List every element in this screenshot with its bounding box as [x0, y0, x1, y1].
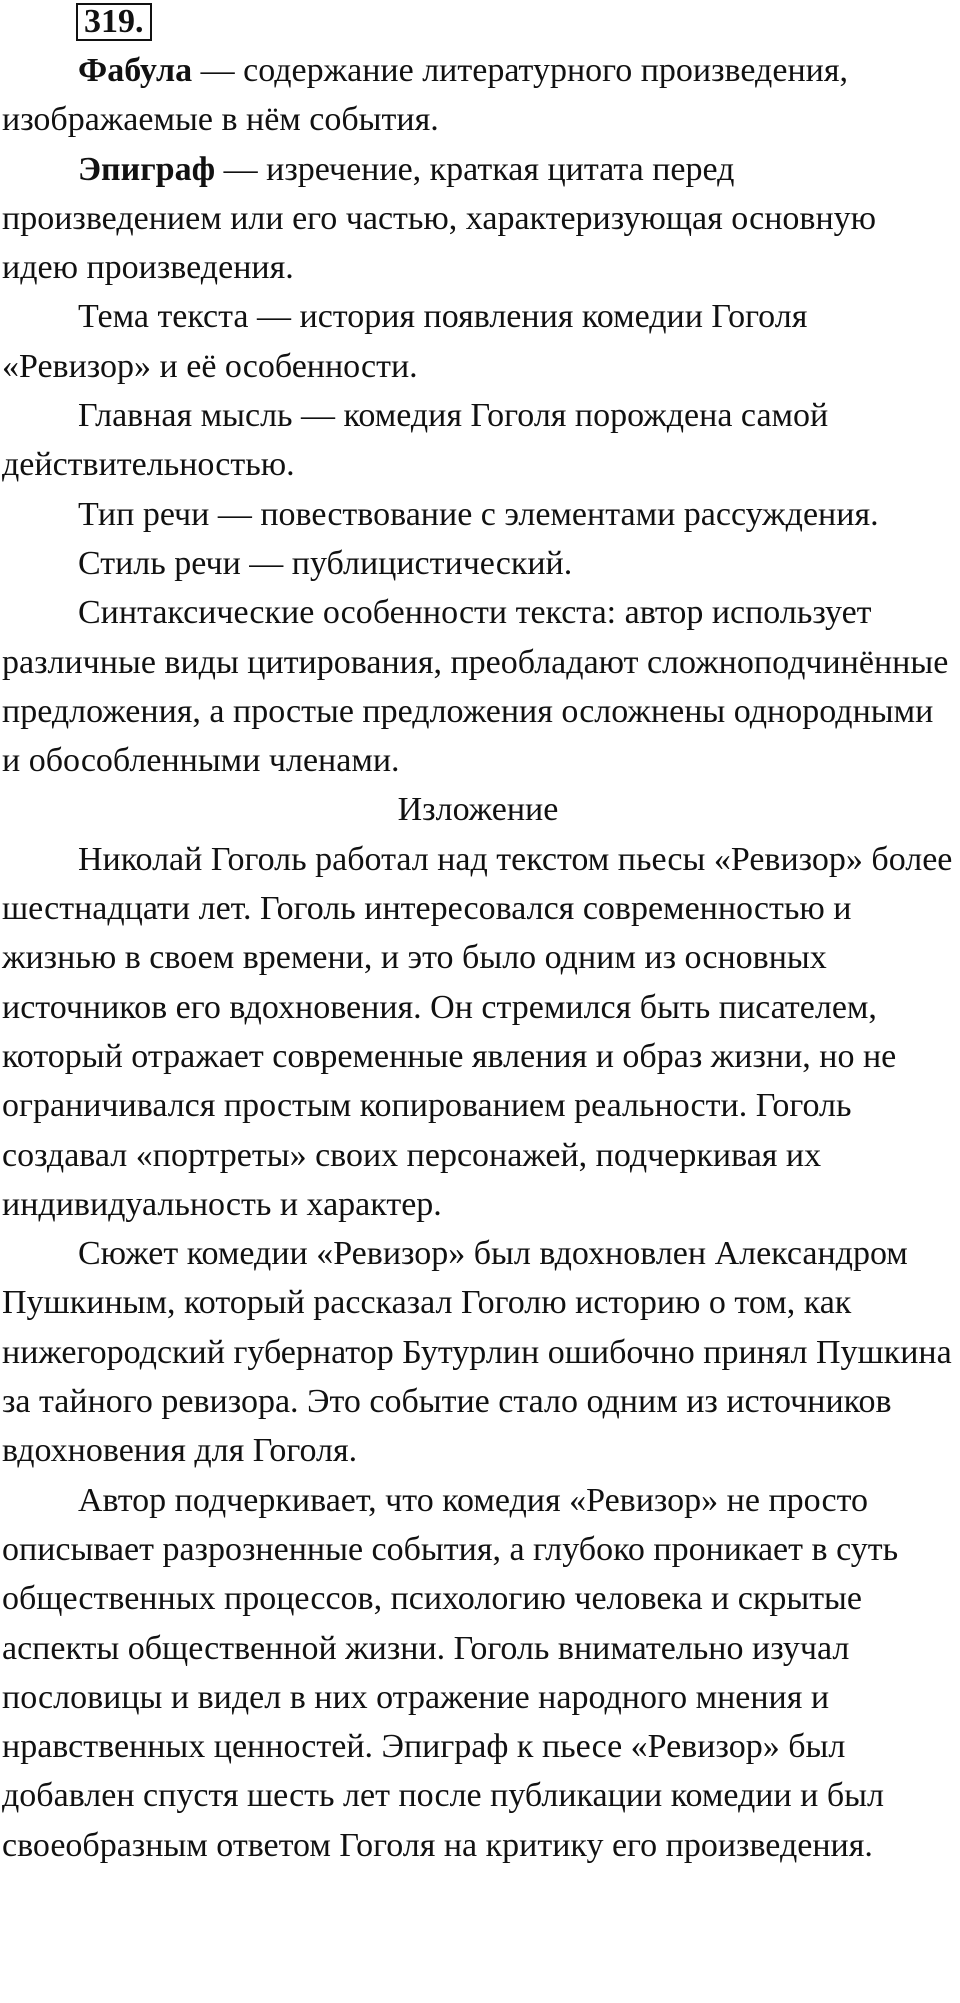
definition-text: — изречение, краткая цитата перед произведением или его частью, характеризующая основную идею произведения.	[2, 150, 877, 287]
definition-fabula	[2, 46, 954, 145]
analysis-speech-type: Тип речи — повествование с элементами рассуждения.	[78, 495, 879, 533]
analysis-speech-style: Стиль речи — публицистический.	[78, 544, 573, 582]
definition-text: — содержание литературного произведения, изображаемые в нём события.	[2, 52, 848, 139]
analysis-syntax: Синтаксические особенности текста: автор использует различные виды цитирования, преобладают сложноподчинённые предложения, а простые предложения осложнены однородными и обособленными членами.	[2, 594, 949, 780]
task-number-row	[2, 2, 954, 46]
analysis-main-idea: Главная мысль — комедия Гоголя порождена самой действительностью.	[2, 397, 829, 484]
definition-term: Эпиграф	[78, 150, 216, 188]
summary-paragraph: Сюжет комедии «Ревизор» был вдохновлен Александром Пушкиным, который рассказал Гоголю историю о том, как нижегородский губернатор Бутурлин ошибочно принял Пушкина за тайного ревизора. Это событие стало одним из источников вдохновения для Гоголя.	[2, 1235, 952, 1470]
summary-paragraph: Автор подчеркивает, что комедия «Ревизор» не просто описывает разрозненные события, а глубоко проникает в суть общественных процессов, психологию человека и скрытые аспекты общественной жизни. Гоголь внимательно изучал пословицы и видел в них отражение народного мнения и нравственных ценностей. Эпиграф к пьесе «Ревизор» был добавлен спустя шесть лет после публикации комедии и был своеобразным ответом Гоголя на критику его произведения.	[2, 1481, 899, 1864]
definition-epigraph	[2, 145, 954, 293]
summary-paragraph: Николай Гоголь работал над текстом пьесы «Ревизор» более шестнадцати лет. Гоголь интересовался современностью и жизнью в своем времени, и это было одним из основных источников его вдохновения. Он стремился быть писателем, который отражает современные явления и образ жизни, но не ограничивался простым копированием реальности. Гоголь создавал «портреты» своих персонажей, подчеркивая их индивидуальность и характер.	[2, 840, 953, 1223]
definition-term: Фабула	[78, 52, 193, 89]
summary-title: Изложение	[397, 791, 559, 829]
task-number-box: 319.	[76, 3, 152, 41]
analysis-theme: Тема текста — история появления комедии Гоголя «Ревизор» и её особенности.	[2, 298, 808, 385]
